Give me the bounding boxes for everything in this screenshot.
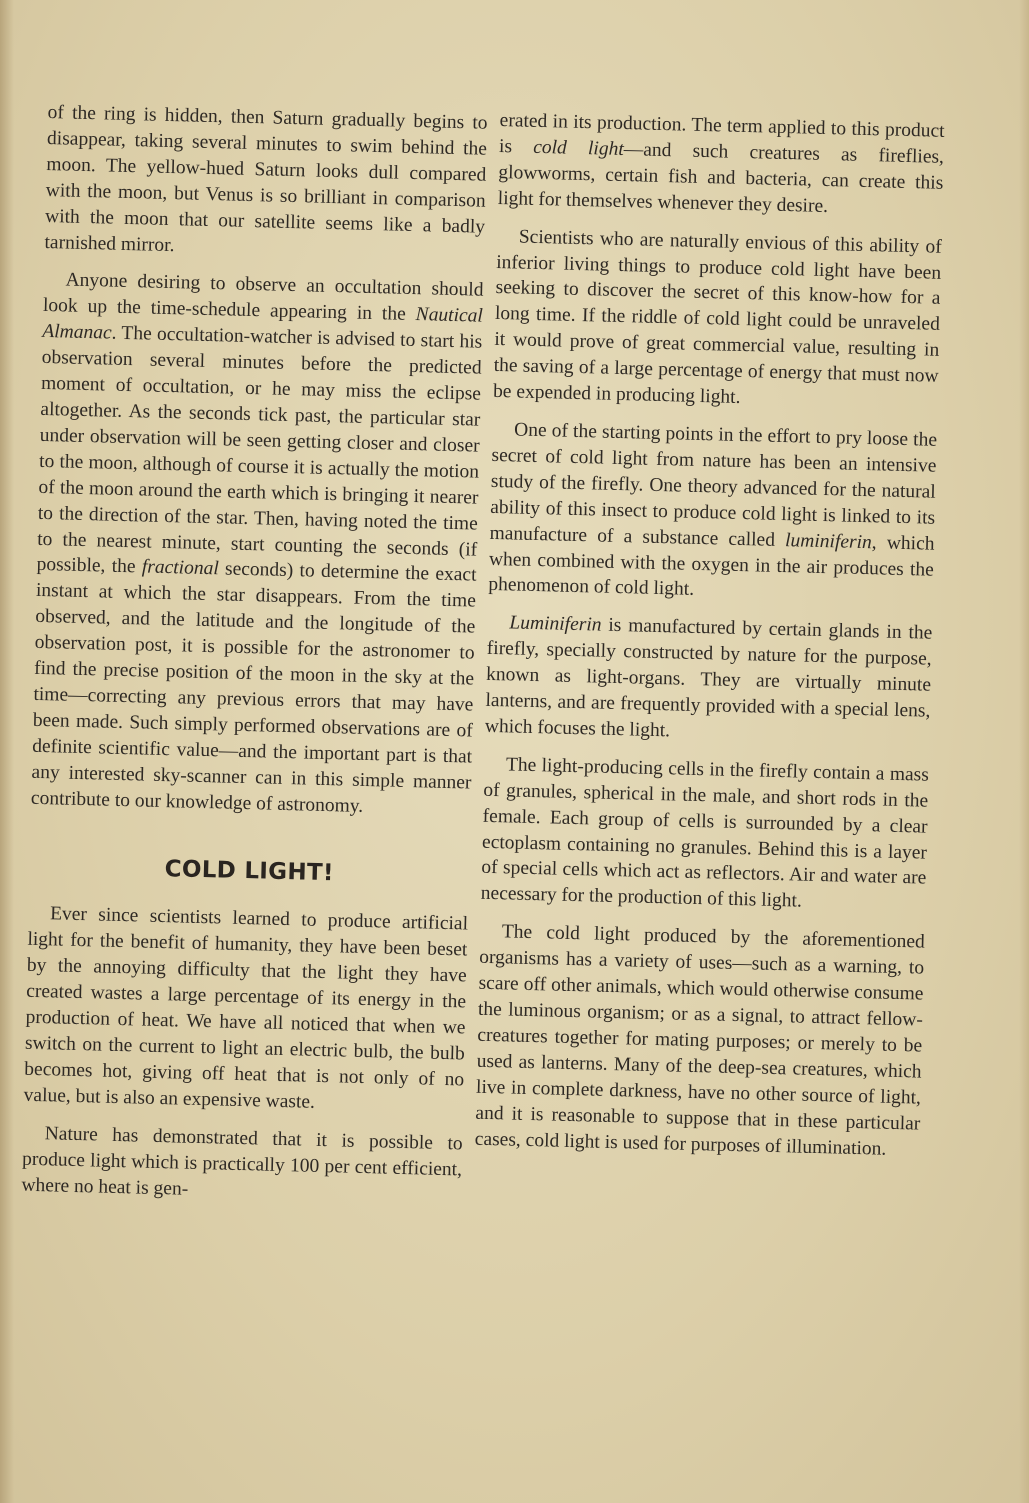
cold-light-paragraph-4: Scientists who are naturally envious of this ability of inferior living things to produce cold light have been seeking to discover the secret of this know-how for a long time. If the riddle of cold light could be unraveled it would prove of great commercial value, resulting in the saving of a large percentage of energy that must now be expended in producing light. — [492, 226, 942, 409]
cold-light-paragraph-2: Nature has demonstrated that it is possible to produce light which is practically 100 per cent efficient, where no heat is gen- — [21, 1122, 463, 1200]
cold-light-paragraph-3: erated in its production. The term applied to this product is cold light—and such creatures as fireflies, glowworms, certain fish and bacteria, can create this light for themselves whenever they desire. — [497, 109, 945, 217]
cold-light-paragraph-6: Luminiferin is manufactured by certain glands in the firefly, specially constructed by nature for the purpose, known as light-organs. They are virtually minute lanterns, and are frequently provided with a special lens, which focuses the light. — [484, 612, 933, 742]
occultation-paragraph-1: of the ring is hidden, then Saturn gradually begins to disappear, taking several minutes to swim behind the moon. The yellow-hued Saturn looks dull compared with the moon, but Venus is so brilliant in comparison with the moon that our satellite seems like a badly tarnished mirror. — [44, 101, 488, 256]
cold-light-paragraph-8: The cold light produced by the aforementioned organisms has a variety of uses—such as a warning, to scare off other animals, which would otherwise consume the luminous organism; or as a signal, to attract fellow-creatures together for mating purposes; or merely to be used as lanterns. Many of the deep-sea creatures, which live in complete darkness, have no other source of light, and it is reasonable to suppose that in these particular cases, cold light is used for purposes of illumination. — [474, 921, 925, 1160]
section-heading: COLD LIGHT! — [164, 856, 335, 887]
cold-light-paragraph-5: One of the starting points in the effort to pry loose the secret of cold light from nature has been an intensive study of the firefly. One theory advanced for the natural ability of this insect to produce cold light is linked to its manufacture of a substance called luminiferin, which when combined with the oxygen in the air produces the phenomenon of cold light. — [488, 419, 938, 601]
cold-light-paragraph-1: Ever since scientists learned to produce artificial light for the benefit of humanity, they have been beset by the annoying difficulty that the light they have created wastes a large percentage of its energy in the production of heat. We have all noticed that when we switch on the current to light an electric bulb, the bulb becomes hot, giving off heat that is not only of no value, but is also an expensive waste. — [23, 903, 469, 1113]
spine-shadow — [0, 0, 14, 1503]
cold-light-paragraph-7: The light-producing cells in the firefly contain a mass of granules, spherical in the male, and short rods in the female. Each group of cells is surrounded by a clear ectoplasm containing no granules. Behind this is a layer of special cells which act as reflectors. Air and water are necessary for the production of this light. — [480, 754, 930, 912]
left-column — [21, 100, 488, 1221]
page-edge — [1019, 0, 1029, 1503]
almanac-title: Nautical Almanac — [42, 304, 484, 344]
right-column — [474, 108, 945, 1175]
occultation-paragraph-2: Anyone desiring to observe an occultation should look up the time-schedule appearing in the Nautical Almanac. The occultation-watcher is advised to start his observation several minutes before the predicted moment of occultation, or he may miss the eclipse altogether. As the seconds tick past, the particular star under observation will be seen getting closer and closer to the moon, although of course it is actually the motion of the moon around the earth which is bringing it nearer to the direction of the star. Then, having noted the time to the nearest minute, start counting the seconds (if possible, the fractional seconds) to determine the exact instant at which the star disappears. From the time observed, and the latitude and the longitude of the observation post, it is possible for the astronomer to find the precise position of the moon in the sky at the time—correcting any previous errors that may have been made. Such simply performed observations are of definite scientific value—and the important part is that any interested sky-scanner can in this simple manner contribute to our knowledge of astronomy. — [30, 269, 484, 817]
